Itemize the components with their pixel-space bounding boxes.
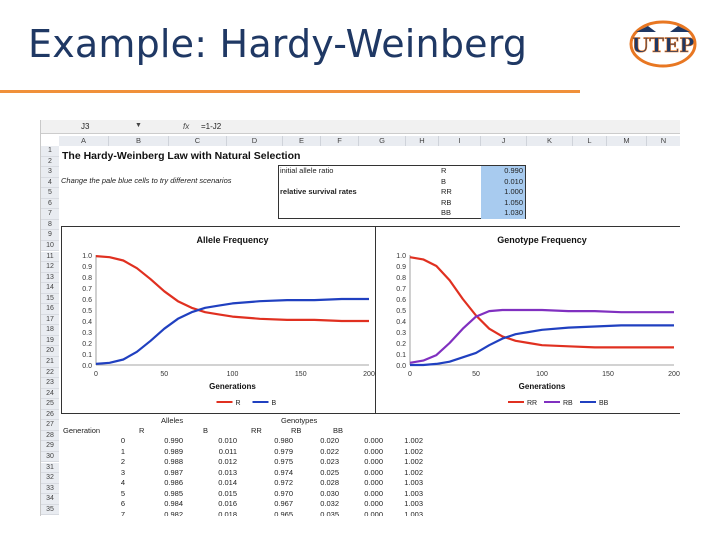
row-header[interactable]: 1: [41, 146, 59, 157]
y-tick-label: 0.9: [396, 264, 406, 271]
table-cell: 3: [120, 467, 125, 477]
table-cell: 0.989: [164, 446, 183, 456]
y-tick-label: 0.5: [82, 308, 92, 315]
y-tick-label: 0.5: [396, 308, 406, 315]
table-header: RB: [291, 426, 302, 435]
row-header[interactable]: 6: [41, 199, 59, 210]
param-key: R: [441, 166, 447, 175]
table-cell: 0.000: [364, 488, 383, 498]
table-cell: 2: [120, 457, 125, 466]
table-cell: 0.967: [274, 499, 293, 508]
legend-label: BB: [599, 400, 609, 407]
table-cell: 0.013: [218, 467, 237, 477]
table-cell: 0.035: [320, 509, 339, 516]
column-header-h[interactable]: H: [406, 136, 439, 146]
table-cell: 1.003: [404, 488, 423, 498]
table-header: RR: [251, 426, 262, 435]
row-header[interactable]: 8: [41, 220, 59, 231]
y-tick-label: 0.6: [396, 297, 406, 304]
table-cell: 0.030: [320, 488, 339, 498]
y-tick-label: 1.0: [396, 253, 406, 260]
x-tick-label: 200: [668, 371, 680, 378]
table-cell: 0.010: [218, 436, 237, 445]
row-header[interactable]: 31: [41, 463, 59, 474]
y-tick-label: 0.2: [82, 341, 92, 348]
row-header[interactable]: 3: [41, 167, 59, 178]
row-header[interactable]: 29: [41, 441, 59, 452]
table-cell: 0.982: [164, 509, 183, 516]
row-header[interactable]: 15: [41, 294, 59, 305]
column-header-k[interactable]: K: [527, 136, 573, 146]
x-tick-label: 100: [226, 371, 239, 378]
column-header-c[interactable]: C: [169, 136, 227, 146]
row-header[interactable]: 5: [41, 188, 59, 199]
table-cell: 0.980: [274, 436, 293, 445]
param-value-input[interactable]: 1.050: [481, 198, 525, 209]
column-header-d[interactable]: D: [227, 136, 283, 146]
series-line-b: [96, 299, 369, 364]
table-cell: 5: [120, 488, 125, 498]
y-tick-label: 0.7: [82, 286, 92, 293]
row-header[interactable]: 14: [41, 283, 59, 294]
table-cell: 0.022: [320, 446, 339, 456]
x-tick-label: 0: [94, 371, 98, 378]
legend-label: R: [235, 400, 241, 407]
param-value-input[interactable]: 0.990: [481, 166, 525, 177]
title-underline: [0, 90, 580, 93]
row-header[interactable]: 17: [41, 315, 59, 326]
table-cell: 0.014: [218, 478, 237, 487]
y-tick-label: 0.4: [396, 319, 406, 326]
y-tick-label: 0.7: [396, 286, 406, 293]
y-tick-label: 0.8: [82, 275, 92, 282]
table-cell: 0.032: [320, 499, 339, 508]
y-tick-label: 0.0: [82, 363, 92, 370]
table-cell: 0.018: [218, 509, 237, 516]
table-cell: 0.970: [274, 488, 293, 498]
genotype-frequency-plot: [376, 227, 680, 415]
genotypes-group-header: Genotypes: [281, 416, 318, 425]
row-header[interactable]: 9: [41, 230, 59, 241]
row-header[interactable]: 2: [41, 157, 59, 168]
param-value-input[interactable]: 0.010: [481, 177, 525, 188]
table-cell: 0.028: [320, 478, 339, 487]
row-header[interactable]: 30: [41, 452, 59, 463]
row-header[interactable]: 26: [41, 410, 59, 421]
y-tick-label: 0.3: [396, 330, 406, 337]
row-header[interactable]: 22: [41, 368, 59, 379]
column-header-a[interactable]: A: [59, 136, 109, 146]
instruction-text: Change the pale blue cells to try different scenarios: [61, 176, 232, 185]
formula-text[interactable]: =1-J2: [201, 122, 222, 131]
row-header[interactable]: 12: [41, 262, 59, 273]
row-header[interactable]: 23: [41, 378, 59, 389]
allele-frequency-plot: [62, 227, 377, 415]
row-header[interactable]: 7: [41, 209, 59, 220]
x-tick-label: 50: [160, 371, 169, 378]
param-value-input[interactable]: 1.030: [481, 208, 525, 219]
table-header: R: [139, 426, 145, 435]
legend-label: RB: [563, 400, 573, 407]
y-tick-label: 0.3: [82, 330, 92, 337]
table-cell: 0: [120, 436, 125, 445]
x-tick-label: 50: [472, 371, 480, 378]
y-tick-label: 0.1: [396, 352, 406, 359]
spreadsheet-screenshot: [40, 120, 680, 516]
table-cell: 0.000: [364, 457, 383, 466]
table-cell: 1.003: [404, 499, 423, 508]
function-icon[interactable]: fx: [183, 122, 190, 131]
table-cell: 0.000: [364, 478, 383, 487]
row-header[interactable]: 34: [41, 494, 59, 505]
table-cell: 1.002: [404, 436, 423, 445]
table-cell: 0.000: [364, 467, 383, 477]
initial-ratio-label: initial allele ratio: [280, 166, 334, 175]
table-cell: 0.000: [364, 446, 383, 456]
table-cell: 7: [120, 509, 125, 516]
row-header[interactable]: 28: [41, 431, 59, 442]
y-tick-label: 0.1: [82, 352, 92, 359]
table-cell: 0.023: [320, 457, 339, 466]
y-tick-label: 0.0: [396, 363, 406, 370]
row-header[interactable]: 33: [41, 484, 59, 495]
allele-frequency-chart: [61, 226, 376, 414]
column-header-n[interactable]: N: [647, 136, 680, 146]
x-axis-label: Generations: [209, 382, 256, 391]
table-cell: 0.025: [320, 467, 339, 477]
table-cell: 0.972: [274, 478, 293, 487]
row-header[interactable]: 11: [41, 252, 59, 263]
column-header-m[interactable]: M: [607, 136, 647, 146]
chart-title: Genotype Frequency: [497, 235, 587, 245]
table-cell: 0.984: [164, 499, 183, 508]
table-cell: 0.974: [274, 467, 293, 477]
slide-title: Example: Hardy-Weinberg: [28, 22, 528, 66]
alleles-group-header: Alleles: [161, 416, 184, 425]
row-header[interactable]: 18: [41, 325, 59, 336]
name-box[interactable]: J3: [81, 122, 90, 131]
param-value-input[interactable]: 1.000: [481, 187, 525, 198]
row-header[interactable]: 16: [41, 304, 59, 315]
table-cell: 0.000: [364, 509, 383, 516]
table-cell: 0.012: [218, 457, 237, 466]
param-key: BB: [441, 208, 452, 217]
series-line-rb: [410, 310, 674, 363]
sheet-title: The Hardy-Weinberg Law with Natural Selection: [62, 150, 301, 162]
column-header-f[interactable]: F: [321, 136, 359, 146]
table-cell: 1.003: [404, 509, 423, 516]
table-cell: 0.985: [164, 488, 183, 498]
row-header[interactable]: 24: [41, 389, 59, 400]
row-header[interactable]: 20: [41, 346, 59, 357]
y-tick-label: 0.8: [396, 275, 406, 282]
utep-logo: [628, 18, 698, 70]
column-header-e[interactable]: E: [283, 136, 321, 146]
row-header[interactable]: 4: [41, 178, 59, 189]
table-cell: 1.002: [404, 446, 423, 456]
chart-title: Allele Frequency: [196, 235, 269, 245]
table-cell: 1: [120, 446, 125, 456]
table-cell: 0.988: [164, 457, 183, 466]
column-header-i[interactable]: I: [439, 136, 481, 146]
legend-label: RR: [527, 400, 538, 407]
row-header[interactable]: 32: [41, 473, 59, 484]
survival-rates-label: relative survival rates: [280, 187, 357, 196]
table-cell: 1.002: [404, 457, 423, 466]
table-header: Generation: [63, 426, 101, 435]
y-tick-label: 0.9: [82, 264, 92, 271]
table-cell: 0.979: [274, 446, 293, 456]
column-header-l[interactable]: L: [573, 136, 607, 146]
param-key: RR: [441, 187, 452, 196]
row-header[interactable]: 25: [41, 399, 59, 410]
x-tick-label: 150: [294, 371, 307, 378]
table-cell: 0.965: [274, 509, 293, 516]
row-header[interactable]: 13: [41, 273, 59, 284]
x-tick-label: 150: [602, 371, 614, 378]
x-tick-label: 200: [363, 371, 375, 378]
table-cell: 0.975: [274, 457, 293, 466]
column-header-j[interactable]: J: [481, 136, 527, 146]
row-header[interactable]: 10: [41, 241, 59, 252]
table-cell: 0.987: [164, 467, 183, 477]
svg-text:UTEP: UTEP: [631, 33, 695, 57]
series-line-r: [96, 256, 369, 321]
table-cell: 1.003: [404, 478, 423, 487]
param-key: B: [441, 176, 447, 186]
row-header[interactable]: 27: [41, 420, 59, 431]
y-tick-label: 0.6: [82, 297, 92, 304]
table-header: BB: [333, 426, 344, 435]
table-cell: 0.990: [164, 436, 183, 445]
y-tick-label: 1.0: [82, 253, 92, 260]
table-cell: 0.020: [320, 436, 339, 445]
table-cell: 0.016: [218, 499, 237, 508]
row-header[interactable]: 35: [41, 505, 59, 516]
table-cell: 0.000: [364, 436, 383, 445]
table-cell: 4: [120, 478, 125, 487]
x-tick-label: 0: [408, 371, 412, 378]
table-cell: 0.015: [218, 488, 237, 498]
row-header[interactable]: 21: [41, 357, 59, 368]
y-tick-label: 0.2: [396, 341, 406, 348]
table-cell: 0.986: [164, 478, 183, 487]
legend-label: B: [271, 400, 277, 407]
table-cell: 0.000: [364, 499, 383, 508]
table-cell: 0.011: [218, 446, 237, 456]
x-tick-label: 100: [536, 371, 548, 378]
x-axis-label: Generations: [518, 382, 566, 391]
genotype-frequency-chart: [375, 226, 680, 414]
table-cell: 1.002: [404, 467, 423, 477]
series-line-rr: [410, 257, 674, 347]
row-header[interactable]: 19: [41, 336, 59, 347]
formula-bar: [41, 120, 680, 134]
column-header-g[interactable]: G: [359, 136, 406, 146]
table-cell: 6: [120, 499, 125, 508]
y-tick-label: 0.4: [82, 319, 92, 326]
chevron-down-icon[interactable]: ▼: [135, 122, 142, 129]
table-header: B: [203, 426, 209, 435]
param-key: RB: [441, 197, 452, 207]
column-header-b[interactable]: B: [109, 136, 169, 146]
